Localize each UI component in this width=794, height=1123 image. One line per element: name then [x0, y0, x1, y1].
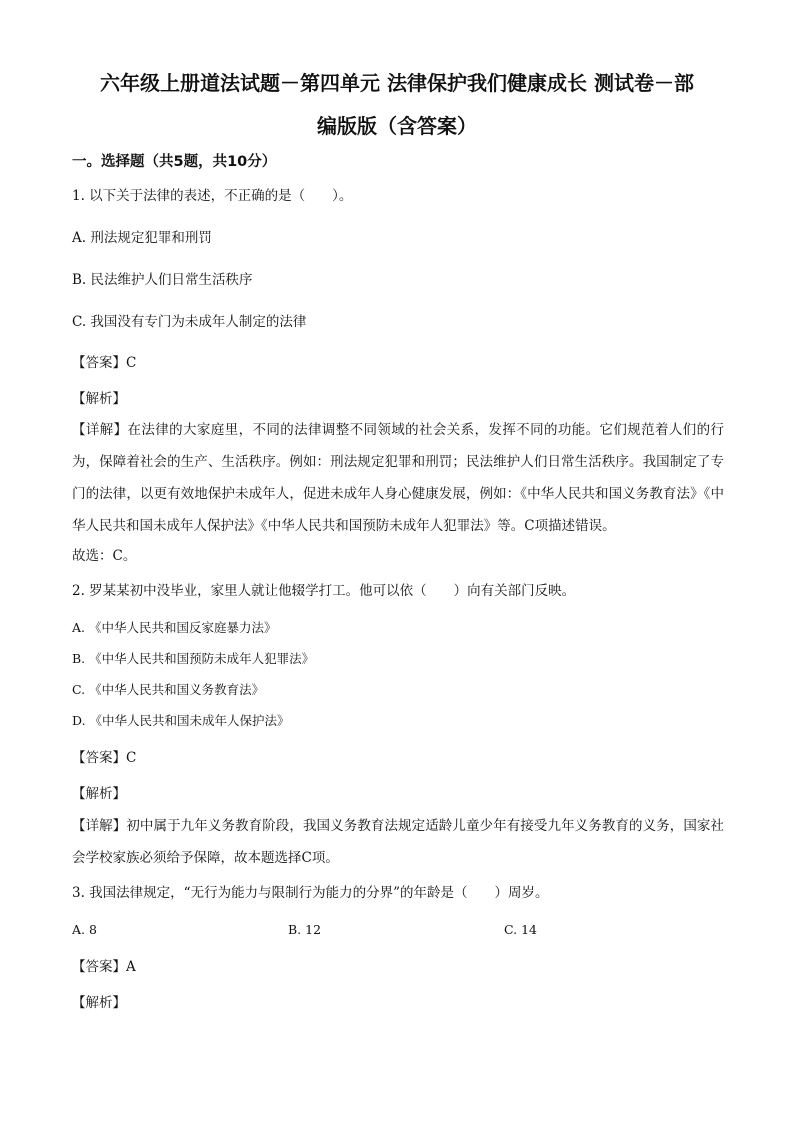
question-3-answer [72, 957, 136, 977]
question-3-analysis-tag: 【解析】 [72, 995, 126, 1011]
question-2-option-a: A. 《中华人民共和国反家庭暴力法》 [72, 620, 277, 635]
question-3-option-a: A. 8 [72, 922, 97, 937]
question-3-stem: 3. 我国法律规定，“无行为能力与限制行为能力的分界”的年龄是（ ）周岁。 [72, 885, 549, 901]
answer-tag: 【答案】 [72, 959, 126, 975]
question-2-stem: 2. 罗某某初中没毕业，家里人就让他辍学打工。他可以依（ ）向有关部门反映。 [72, 583, 576, 599]
answer-value: C [126, 355, 137, 371]
question-1-detail [72, 414, 724, 542]
detail-text: 初中属于九年义务教育阶段，我国义务教育法规定适龄儿童少年有接受九年义务教育的义务，国家社会学校家族必须给予保障，故本题选择C项。 [72, 818, 725, 866]
detail-tag: 【详解】 [72, 818, 127, 834]
question-1-option-a: A. 刑法规定犯罪和刑罚 [72, 230, 212, 246]
answer-value: A [126, 959, 136, 975]
question-3-option-b: B. 12 [288, 922, 322, 937]
document-title-line-1: 六年级上册道法试题－第四单元 法律保护我们健康成长 测试卷－部 [100, 71, 694, 95]
question-2-option-d: D. 《中华人民共和国未成年人保护法》 [72, 713, 290, 728]
detail-tag: 【详解】 [72, 422, 128, 438]
detail-text: 在法律的大家庭里，不同的法律调整不同领域的社会关系，发挥不同的功能。它们规范着人们的行为，保障着社会的生产、生活秩序。例如：刑法规定犯罪和刑罚；民法维护人们日常生活秩序。我国制定了专门的法律，以更有效地保护未成年人，促进未成年人身心健康发展，例如：《中华人民共和国义务教育法》《中华人民共和国未成年人保护法》《中华人民共和国预防未成年人犯罪法》等。C项描述错误。 [72, 422, 725, 534]
question-2-option-b: B. 《中华人民共和国预防未成年人犯罪法》 [72, 651, 315, 666]
question-3-option-c: C. 14 [504, 922, 537, 937]
question-2-answer [72, 748, 136, 768]
question-2-analysis-tag: 【解析】 [72, 786, 126, 802]
question-2-detail [72, 810, 724, 874]
answer-tag: 【答案】 [72, 750, 126, 766]
question-1-analysis-tag: 【解析】 [72, 391, 126, 407]
question-1-option-b: B. 民法维护人们日常生活秩序 [72, 272, 253, 288]
question-1-stem: 1. 以下关于法律的表述，不正确的是（ ）。 [72, 188, 353, 204]
answer-tag: 【答案】 [72, 355, 126, 371]
section-heading: 一。选择题（共5题，共10分） [72, 154, 277, 170]
question-1-answer [72, 353, 136, 373]
question-2-option-c: C. 《中华人民共和国义务教育法》 [72, 682, 265, 697]
question-1-conclusion: 故选：C。 [72, 548, 137, 564]
document-title-line-2: 编版版（含答案） [317, 114, 477, 138]
question-1-option-c: C. 我国没有专门为未成年人制定的法律 [72, 314, 307, 330]
answer-value: C [126, 750, 137, 766]
